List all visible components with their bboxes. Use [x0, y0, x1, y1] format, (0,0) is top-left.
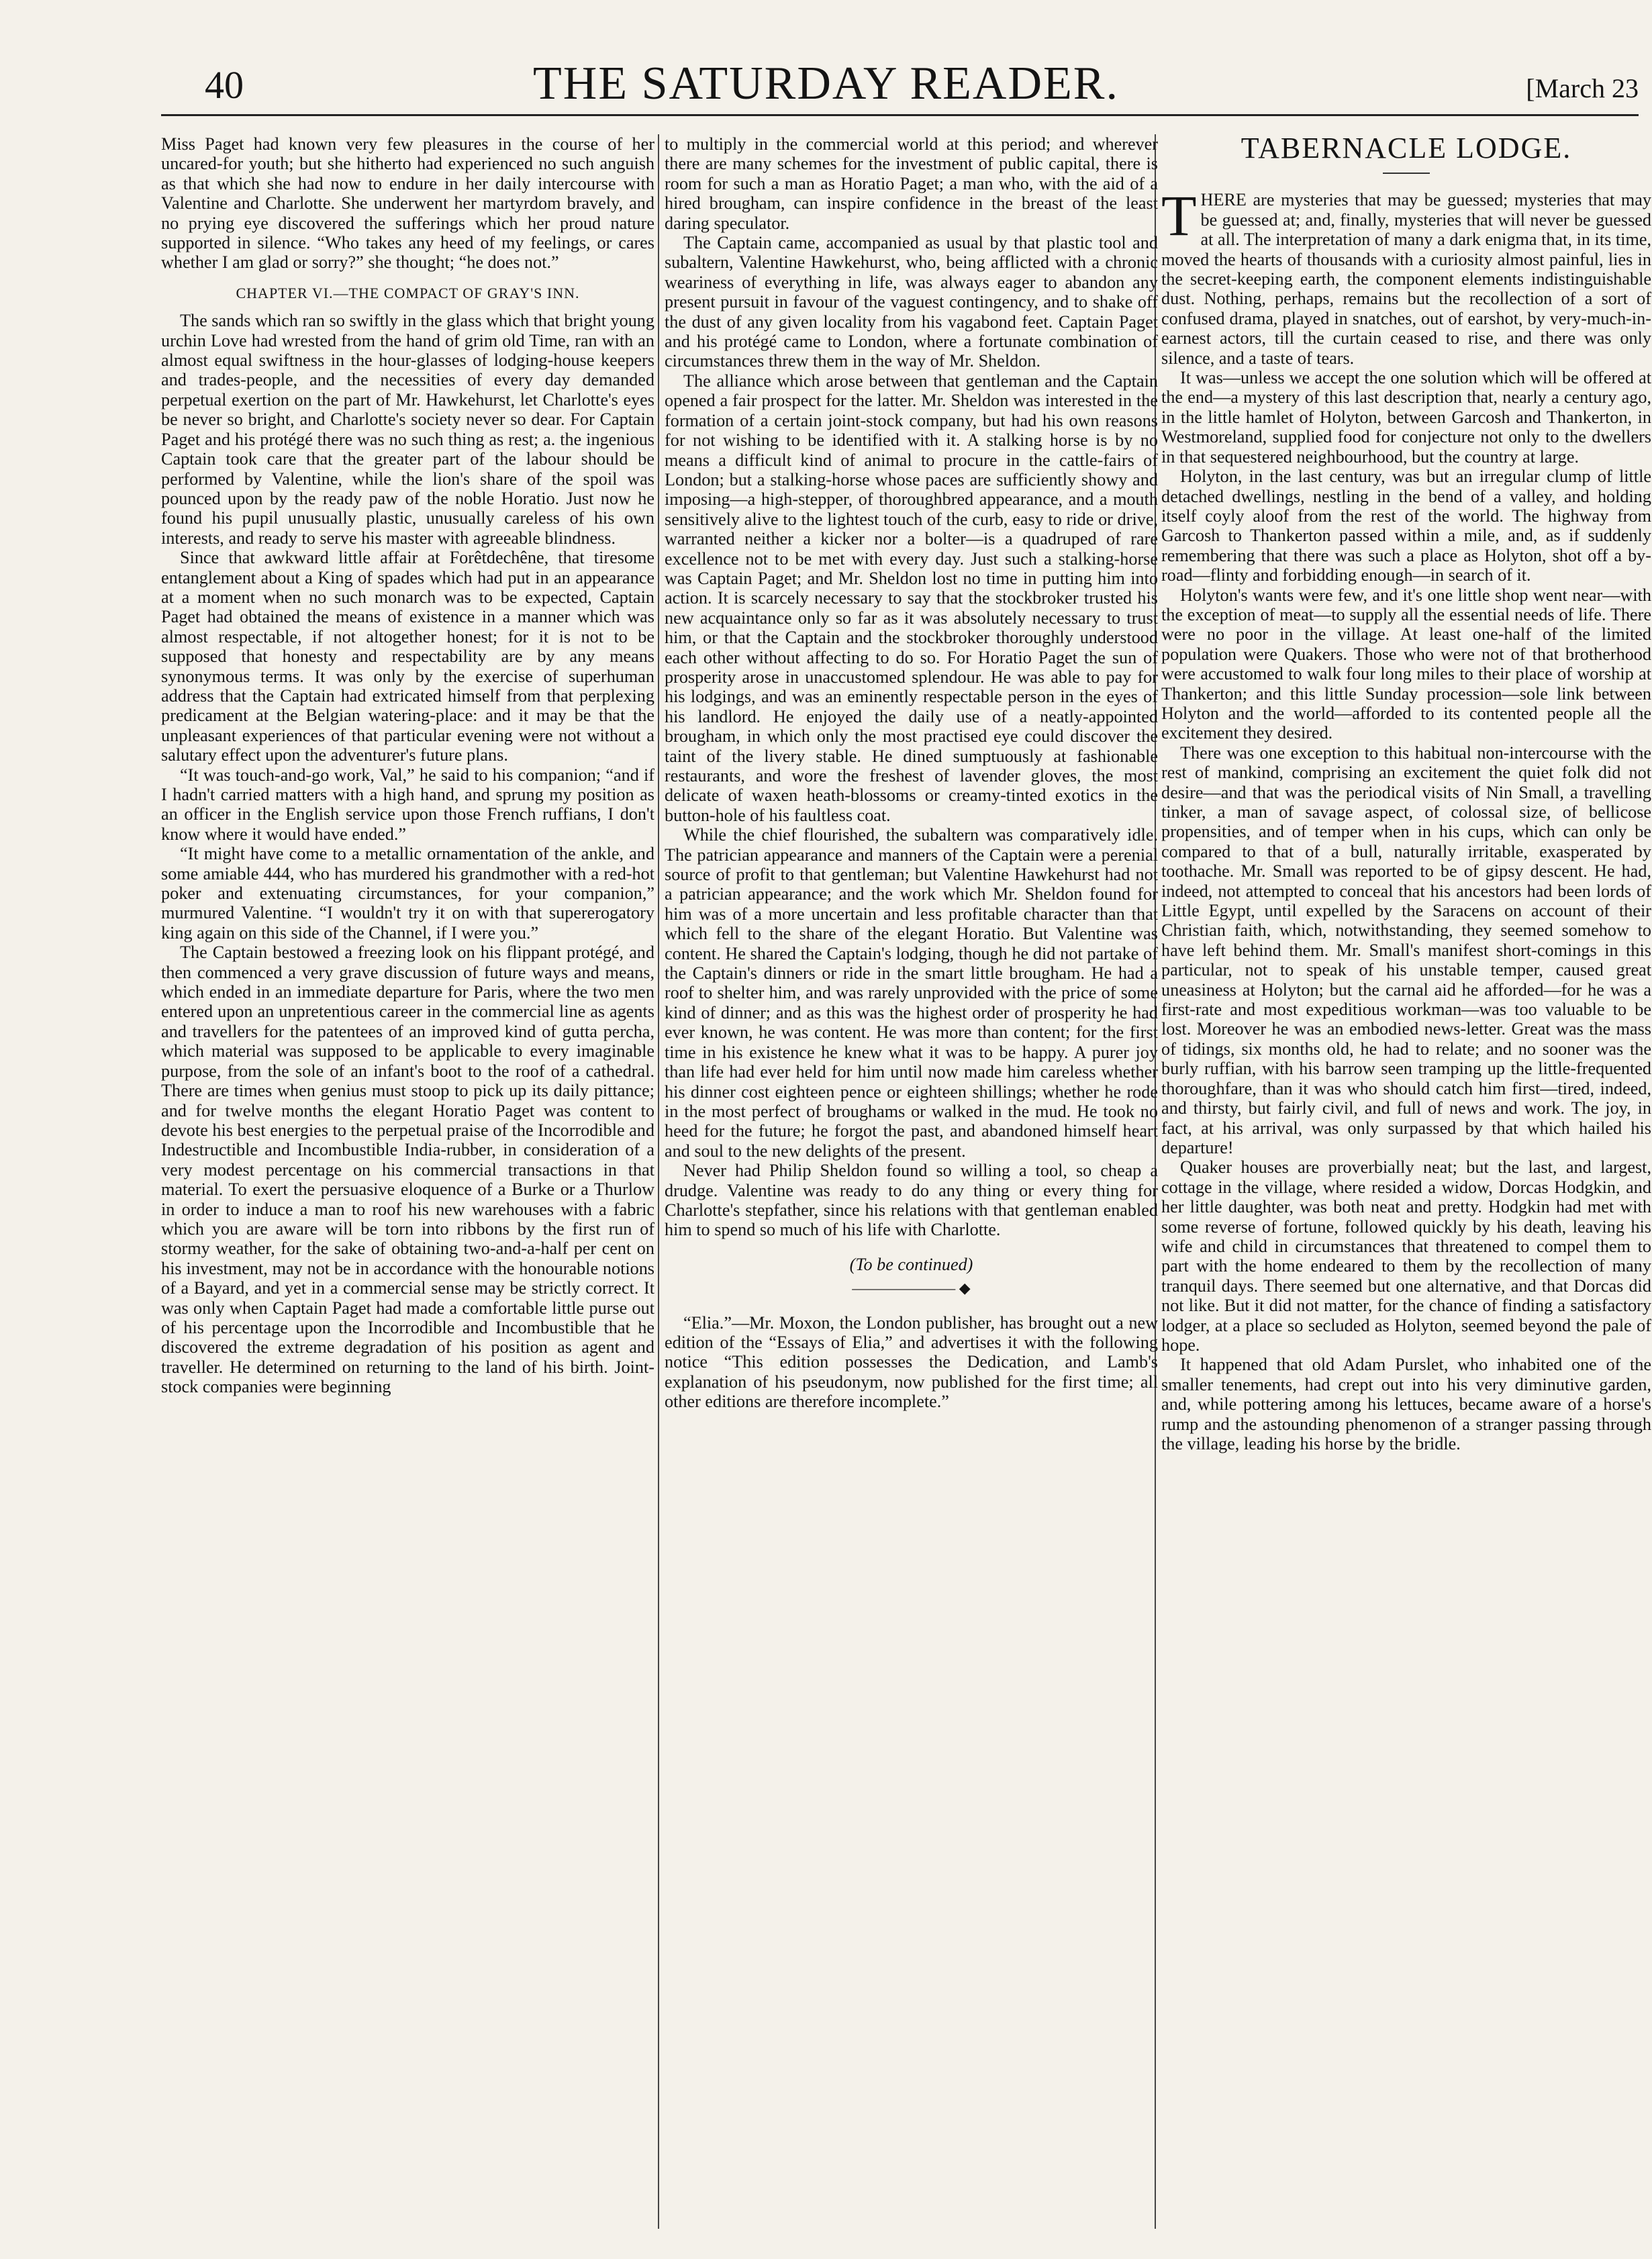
page-header: [0, 27, 1652, 107]
paragraph: The sands which ran so swiftly in the glass which that bright young urchin Love had wrested from the hand of grim old Time, ran with an almost equal swiftness in the hour-glasses of lodging-house keepers and trades-people, and the necessities of every day demanded perpetual exertion on the part of Mr. Hawkehurst, let Charlotte's eyes be never so bright, and Charlotte's society never so dear. For Captain Paget and his protégé there was no such thing as rest; a. the ingenious Captain took care that the greater part of the labour should be performed by Valentine, while the lion's share of the spoil was pounced upon by the ready paw of the noble Horatio. Just now he found his pupil unusually plastic, unusually careless of his own interests, and ready to serve his master with agreeable blindness.: [161, 311, 654, 548]
title-rule: [1383, 173, 1430, 174]
paragraph: The alliance which arose between that gentleman and the Captain opened a fair prospect for the latter. Mr. Sheldon was interested in the formation of a certain joint-stock company, but had his own reasons for not wishing to be identified with it. A stalking horse is by no means a difficult kind of animal to procure in the cattle-fairs of London; but a stalking-horse whose paces are sufficiently showy and imposing—a high-stepper, of thoroughbred appearance, and a mouth sensitively alive to the lightest touch of the curb, easy to ride or drive, warranted neither a kicker nor a bolter—is a quadruped of rare excellence not to be met with every day. Just such a stalking-horse was Captain Paget; and Mr. Sheldon lost no time in putting him into action. It is scarcely necessary to say that the stockbroker trusted his new acquaintance only so far as it was absolutely necessary to trust him, or that the Captain and the stockbroker thoroughly understood each other without affecting to do so. For Horatio Paget the sun of prosperity arose in unaccustomed splendour. He was able to pay for his lodgings, and was an eminently respectable person in the eyes of his landlord. He enjoyed the daily use of a neatly-appointed brougham, in which only the most practised eye could discover the taint of the livery stable. He dined sumptuously at fashionable restaurants, and wore the freshest of lavender gloves, the most delicate of waxen heath-blossoms or creamy-tinted exotics in the button-hole of his faultless coat.: [665, 371, 1158, 825]
paragraph: Quaker houses are proverbially neat; but the last, and largest, cottage in the village, where resided a widow, Dorcas Hodgkin, and her little daughter, was both neat and pretty. Hodgkin had met with some reverse of fortune, followed quickly by his death, leaving his wife and child in circumstances that threatened to compel them to part with the home endeared to them by the recollection of many tranquil days. There seemed but one alternative, and that Dorcas did not like. But it did not matter, for the chance of finding a satisfactory lodger, at a place so secluded as Holyton, seemed beyond the pale of hope.: [1161, 1157, 1651, 1355]
paragraph: It happened that old Adam Purslet, who inhabited one of the smaller tenements, had crept out into his very diminutive garden, and, while pottering among his lettuces, became aware of a horse's rump and the astounding phenomenon of a stranger passing through the village, leading his horse by the bridle.: [1161, 1355, 1651, 1453]
paragraph: Holyton's wants were few, and it's one little shop went near—with the exception of meat—to supply all the essential needs of life. There were no poor in the village. At least one-half of the limited population were Quakers. Those who were not of that brotherhood were accustomed to walk four long miles to their place of worship at Thankerton; and this little Sunday procession—sole link between Holyton and the world—afforded to its contented people all the excitement they desired.: [1161, 585, 1651, 743]
paragraph: Holyton, in the last century, was but an irregular clump of little detached dwellings, nestling in the bend of a valley, and holding itself coyly aloof from the rest of the world. The highway from Garcosh to Thankerton passed within a mile, and, as if suddenly remembering that there was such a place as Holyton, shot off a by-road—flinty and forbidding enough—in search of it.: [1161, 467, 1651, 585]
paragraph: There was one exception to this habitual non-intercourse with the rest of mankind, comprising an excitement the quiet folk did not desire—and that was the periodical visits of Nin Small, a travelling tinker, a man of savage aspect, of colossal size, of bellicose propensities, and of temper when in his cups, which can only be compared to that of a bull, naturally irritable, exasperated by toothache. Mr. Small was reported to be of gipsy descent. He had, indeed, not attempted to conceal that his ancestors had been lords of Little Egypt, until expelled by the Saracens on account of their Christian faith, which, notwithstanding, they seemed somehow to have left behind them. Mr. Small's manifest short-comings in this particular, not to speak of his unstable temper, caused great uneasiness at Holyton; but the carnal aid he afforded—for he was a first-rate and most expeditious workman—was too valuable to be lost. Moreover he was an embodied news-letter. Great was the mass of tidings, six months old, he had to relate; and no sooner was the burly ruffian, with his barrow seen tramping up the little-frequented thoroughfare, than it was who should catch him first—tired, indeed, and thirsty, but fairly civil, and full of news and work. The joy, in fact, at his arrival, was only surpassed by that which hailed his departure!: [1161, 742, 1651, 1157]
paragraph: “It might have come to a metallic ornamentation of the ankle, and some amiable 444, who has murdered his grandmother with a red-hot poker and extenuating circumstances, for your companion,” murmured Valentine. “I wouldn't try it on with that supererogatory king again on this side of the Channel, if I were you.”: [161, 844, 654, 943]
masthead-title: THE SATURDAY READER.: [533, 58, 1119, 109]
paragraph: to multiply in the commercial world at this period; and wherever there are many schemes for the investment of public capital, there is room for such a man as Horatio Paget; a man who, with the aid of a hired brougham, can inspire confidence in the breast of the least daring speculator.: [665, 134, 1158, 233]
paragraph: Miss Paget had known very few pleasures in the course of her uncared-for youth; but she hitherto had experienced no such anguish as that which she had now to endure in her daily intercourse with Valentine and Charlotte. She underwent her martyrdom bravely, and no prying eye discovered the sufferings which her proud nature supported in silence. “Who takes any heed of my feelings, or cares whether I am glad or sorry?” she thought; “he does not.”: [161, 134, 654, 273]
paragraph: It was—unless we accept the one solution which will be offered at the end—a mystery of this last description that, nearly a century ago, in the little hamlet of Holyton, between Garcosh and Thankerton, in Westmoreland, supplied food for conjecture not only to the dwellers in that sequestered neighbourhood, but the country at large.: [1161, 368, 1651, 467]
header-rule: [161, 114, 1639, 116]
page-number: 40: [205, 63, 244, 107]
paragraph: The Captain came, accompanied as usual by that plastic tool and subaltern, Valentine Hawkehurst, who, being afflicted with a chronic weariness of everything in life, was always eager to abandon any present pursuit in favour of the vaguest contingency, and to shake off the dust of any given locality from his vagabond feet. Captain Paget and his protégé came to London, where a fortunate combination of circumstances threw them in the way of Mr. Sheldon.: [665, 233, 1158, 371]
to-be-continued: (To be continued): [849, 1254, 973, 1274]
chapter-heading: CHAPTER VI.—THE COMPACT OF GRAY'S INN.: [236, 284, 580, 301]
column-right: [1161, 134, 1651, 2229]
paragraph: While the chief flourished, the subaltern was comparatively idle. The patrician appearance and manners of the Captain were a perenial source of profit to that gentleman; but Valentine Hawkehurst had not a patrician appearance; and the work which Mr. Sheldon found for him was of a more uncertain and less profitable character than that which fell to the share of the elegant Horatio. But Valentine was content. He shared the Captain's lodging, though he did not partake of the Captain's dinners or ride in the smart little brougham. He had a roof to shelter him, and was rarely unprovided with the price of some kind of dinner; and as this was the highest order of prosperity he had ever known, he was content. He was more than content; for the first time in his existence he knew what it was to be happy. A purer joy than life had ever held for him until now made him careless whether his dinner cost eighteen pence or eighteen shillings; whether he rode in the most perfect of broughams or walked in the mud. He took no heed for the future; he forgot the past, and abandoned himself heart and soul to the new delights of the present.: [665, 825, 1158, 1161]
paragraph: “Elia.”—Mr. Moxon, the London publisher, has brought out a new edition of the “Essays of Elia,” and advertises it with the following notice “This edition possesses the Dedication, and Lamb's explanation of his pseudonym, now published for the first time; all other editions are therefore incomplete.”: [665, 1312, 1158, 1412]
paragraph: [1161, 183, 1651, 368]
paragraph-text: HERE are mysteries that may be guessed; mysteries that may be guessed at; and, finally, mysteries that will never be guessed at all. The interpretation of many a dark enigma that, in its time, moved the hearts of thousands with a curiosity almost painful, lies in the secret-keeping earth, the component elements indistinguishable dust. Nothing, perhaps, remains but the recollection of a sort of confused drama, played in snatches, out of earshot, by very-much-in-earnest actors, till the curtain ceased to rise, and there was only silence, and a taste of tears.: [1161, 190, 1651, 368]
column-left: [161, 134, 654, 2229]
paragraph: “It was touch-and-go work, Val,” he said to his companion; “and if I hadn't carried matters with a high hand, and sprung my position as an officer in the English service upon those French ruffians, I don't know where it would have ended.”: [161, 765, 654, 844]
paragraph: Since that awkward little affair at Forêtdechêne, that tiresome entanglement about a King of spades which had put in an appearance at a moment when no such monarch was to be expected, Captain Paget had obtained the means of existence in a manner which was almost respectable, if not altogether honest; for it is not to be supposed that honesty and respectability are by any means synonymous terms. It was only by the exercise of superhuman address that the Captain had extricated himself from that perplexing predicament at the Belgian watering-place: and it may be that the unpleasant experiences of that particular evening were not without a salutary effect upon the adventurer's future plans.: [161, 548, 654, 765]
column-middle: [665, 134, 1158, 2229]
issue-date: [March 23: [1526, 73, 1639, 103]
drop-cap: T: [1161, 183, 1197, 248]
section-ornament: ——————— ◆: [852, 1280, 971, 1297]
paragraph: The Captain bestowed a freezing look on his flippant protégé, and then commenced a very grave discussion of future ways and means, which ended in an immediate departure for Paris, where the two men entered upon an unpretentious career in the commercial line as agents and travellers for the patentees of an improved kind of gutta percha, which material was supposed to be applicable to every imaginable purpose, from the sole of an infant's boot to the roof of a cathedral. There are times when genius must stoop to pick up its daily pittance; and for twelve months the elegant Horatio Paget was content to devote his best energies to the perpetual praise of the Incorrodible and Indestructible and Incombustible India-rubber, in consideration of a very modest percentage on his commercial transactions in that material. To exert the persuasive eloquence of a Burke or a Thurlow in order to induce a man to roof his new warehouses with a fabric which you are aware will be torn into ribbons by the first run of stormy weather, for the sake of obtaining two-and-a-half per cent on his investment, may not be in accordance with the honourable notions of a Bayard, and yet in a commercial sense may be strictly correct. It was only when Captain Paget had made a comfortable little purse out of his percentage upon the Incorrodible and Incombustible that he discovered the extreme degradation of his position as agent and traveller. He determined on returning to the land of his birth. Joint-stock companies were beginning: [161, 943, 654, 1397]
column-divider: [658, 134, 659, 2229]
article-title: TABERNACLE LODGE.: [1241, 134, 1572, 164]
paragraph: Never had Philip Sheldon found so willing a tool, so cheap a drudge. Valentine was ready to do any thing or every thing for Charlotte's stepfather, since his relations with that gentleman enabled him to spend so much of his life with Charlotte.: [665, 1161, 1158, 1240]
